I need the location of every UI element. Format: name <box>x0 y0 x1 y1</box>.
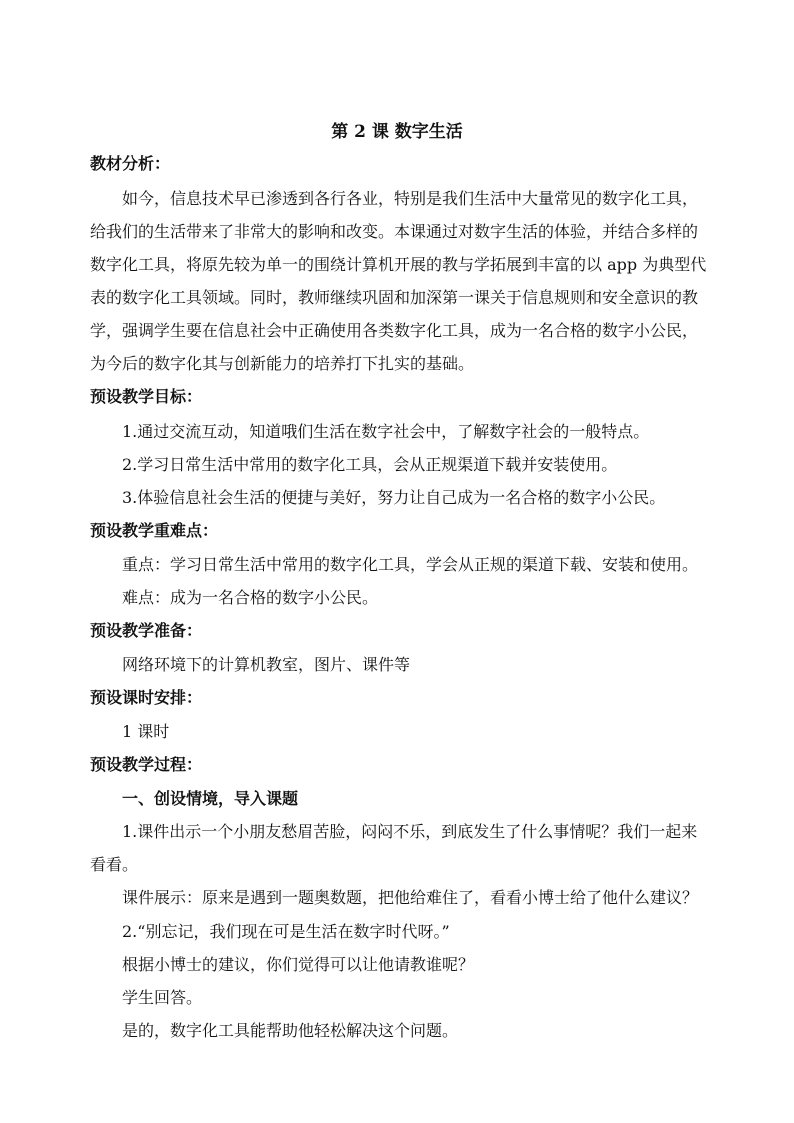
page-title: 第 2 课 数字生活 <box>331 122 463 142</box>
process-paragraph: 课件展示：原来是遇到一题奥数题，把他给难住了，看看小博士给了他什么建议？ <box>122 888 699 907</box>
paragraph-line: 学，强调学生要在信息社会中正确使用各类数字化工具，成为一名合格的数字小公民， <box>90 321 699 340</box>
process-paragraph-line: 看看。 <box>90 855 139 874</box>
process-subheading: 一、创设情境，导入课题 <box>122 789 299 808</box>
goal-item: 3.体验信息社会生活的便捷与美好，努力让自己成为一名合格的数字小公民。 <box>122 488 666 507</box>
process-paragraph: 是的，数字化工具能帮助他轻松解决这个问题。 <box>122 1021 459 1040</box>
process-paragraph-line: 1.课件出示一个小朋友愁眉苦脸，闷闷不乐，到底发生了什么事情呢？我们一起来 <box>122 822 698 841</box>
section-heading-preparation: 预设教学准备： <box>90 621 203 640</box>
section-heading-schedule: 预设课时安排： <box>90 688 203 707</box>
goal-item: 2.学习日常生活中常用的数字化工具，会从正规渠道下载并安装使用。 <box>122 455 618 474</box>
goal-item: 1.通过交流互动，知道哦们生活在数字社会中，了解数字社会的一般特点。 <box>122 422 650 441</box>
paragraph-line: 为今后的数字化其与创新能力的培养打下扎实的基础。 <box>90 354 475 373</box>
section-heading-keypoints: 预设教学重难点： <box>90 521 219 540</box>
section-heading-process: 预设教学过程： <box>90 755 203 774</box>
paragraph-line: 如今，信息技术早已渗透到各行各业，特别是我们生活中大量常见的数字化工具， <box>122 189 699 208</box>
process-paragraph: 学生回答。 <box>122 988 203 1007</box>
process-paragraph: 根据小博士的建议，你们觉得可以让他请教谁呢？ <box>122 955 475 974</box>
section-heading-analysis: 教材分析： <box>90 154 171 173</box>
schedule-text: 1 课时 <box>122 722 170 741</box>
preparation-text: 网络环境下的计算机教室，图片、课件等 <box>122 655 411 674</box>
paragraph-line: 数字化工具，将原先较为单一的围绕计算机开展的教与学拓展到丰富的以 app 为典型代 <box>90 255 707 274</box>
paragraph-line: 表的数字化工具领域。同时，教师继续巩固和加深第一课关于信息规则和安全意识的教 <box>90 288 699 307</box>
paragraph-line: 给我们的生活带来了非常大的影响和改变。本课通过对数字生活的体验，并结合多样的 <box>90 222 699 241</box>
keypoint-item: 难点：成为一名合格的数字小公民。 <box>122 588 379 607</box>
keypoint-item: 重点：学习日常生活中常用的数字化工具，学会从正规的渠道下载、安装和使用。 <box>122 555 699 574</box>
section-heading-goals: 预设教学目标： <box>90 387 203 406</box>
process-paragraph: 2.“别忘记，我们现在可是生活在数字时代呀。” <box>122 922 450 941</box>
